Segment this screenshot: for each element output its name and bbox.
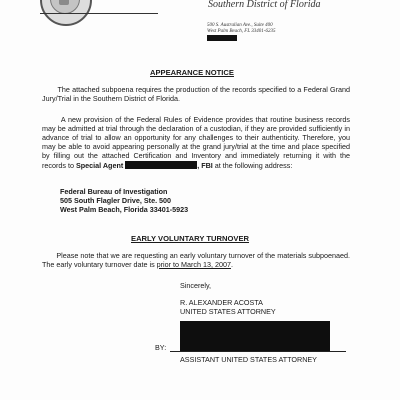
redaction-bar <box>153 161 197 169</box>
appearance-notice-heading: APPEARANCE NOTICE <box>150 68 234 77</box>
turnover-date: prior to March 13, 2007 <box>156 259 231 269</box>
paragraph-subpoena: The attached subpoena requires the production of the records specified to a Federal Grand Jury/Trial in the Southern District of Florida. <box>42 85 350 103</box>
office-address <box>207 23 275 41</box>
fbi-address-block <box>60 187 188 215</box>
agency-suffix: , FBI <box>197 160 213 170</box>
redaction-bar <box>207 35 237 41</box>
paragraph-early-turnover: Please note that we are requesting an early voluntary turnover of the materials subpoenaed. The early voluntary turnover date is prior to March 13, 2007. <box>42 251 351 269</box>
closing: Sincerely, <box>180 281 212 290</box>
fbi-address-line-1: Federal Bureau of Investigation <box>60 187 168 196</box>
signature-redaction <box>180 321 330 351</box>
early-turnover-heading: EARLY VOLUNTARY TURNOVER <box>131 234 249 243</box>
fbi-address-line-2: 505 South Flagler Drive, Ste. 500 <box>60 196 172 206</box>
special-agent-label: Special Agent <box>75 160 124 170</box>
fbi-address-line-3: West Palm Beach, Florida 33401-5923 <box>60 205 189 215</box>
paragraph-rules-of-evidence: A new provision of the Federal Rules of Evidence provides that routine business records may be admitted at trial through the declaration of a custodian, if they are provided sufficiently in advance of trial to allow an opportunity for any challenges to their authenticity. Therefore, you may be able to avoid appearing personally at the grand jury/trial at the time and place specified by filling out the attached Certification and Inventory and immediately returning it with the records to Special Agent , FBI at the following address: <box>42 115 350 170</box>
signer-title: UNITED STATES ATTORNEY <box>180 307 276 316</box>
signer-name: R. ALEXANDER ACOSTA <box>180 298 263 307</box>
signature-line <box>170 351 346 352</box>
assistant-attorney-title: ASSISTANT UNITED STATES ATTORNEY <box>180 355 317 364</box>
letterhead-district: Southern District of Florida <box>208 0 321 10</box>
redaction-bar <box>125 161 153 169</box>
address-line-1: 500 S. Australian Ave., Suite 400 <box>207 23 273 28</box>
letterhead-rule <box>40 13 158 14</box>
signer-block <box>180 298 276 316</box>
address-line-2: West Palm Beach, FL 33401-6235 <box>207 29 276 34</box>
by-label: BY: <box>155 343 167 352</box>
